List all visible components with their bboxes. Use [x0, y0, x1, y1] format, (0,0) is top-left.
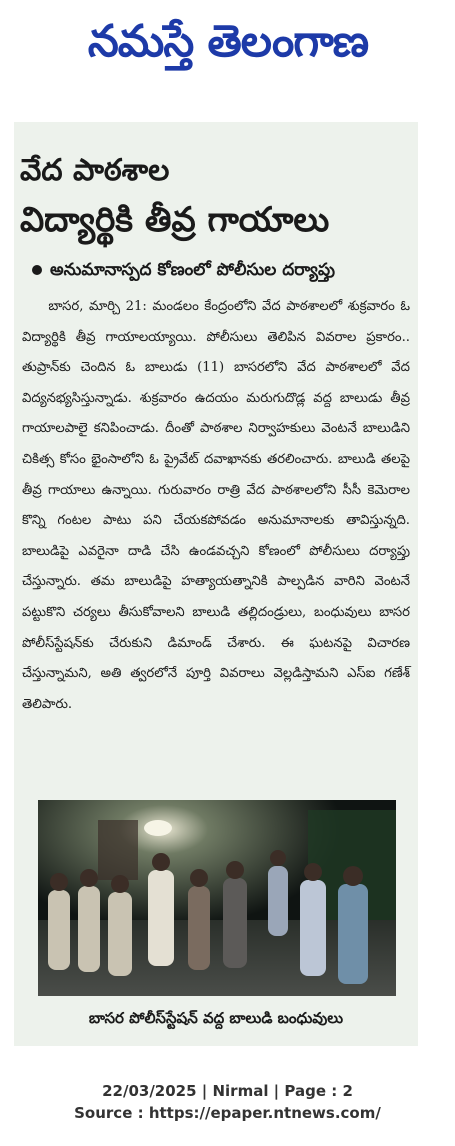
footer-source-url: Source : https://epaper.ntnews.com/ — [74, 1104, 381, 1122]
headline-line-2: విద్యార్థికి తీవ్ర గాయాలు — [20, 200, 330, 240]
article-subhead — [32, 256, 412, 284]
subhead-text: అనుమానాస్పద కోణంలో పోలీసుల దర్యాప్తు — [50, 260, 335, 280]
headline-line-1: వేద పాఠశాల — [20, 153, 170, 188]
masthead-title: నమస్తే తెలంగాణ — [87, 16, 369, 67]
newspaper-masthead — [18, 6, 438, 78]
article-body-paragraph: బాసర, మార్చి 21: మండలం కేంద్రంలోని వేద పాఠశాలలో శుక్రవారం ఓ విద్యార్థికి తీవ్ర గాయాలయ్యాయి. పోలీసులు తెలిపిన వివరాల ప్రకారం.. తుప్రాన్‌కు చెందిన ఓ బాలుడు (11) బాసరలోని వేద పాఠశాలలో వేద విద్యనభ్యసిస్తున్నాడు. శుక్రవారం ఉదయం మరుగుదొడ్ల వద్ద బాలుడు తీవ్ర గాయాలపాలై కనిపించాడు. దీంతో పాఠశాల నిర్వాహకులు వెంటనే బాలుడిని చికిత్స కోసం భైంసాలోని ఓ ప్రైవేట్ దవాఖానకు తరలించారు. బాలుడి తలపై తీవ్ర గాయాలు ఉన్నాయి. గురువారం రాత్రి వేద పాఠశాలలోని సీసీ కెమెరాల కొన్ని గంటల పాటు పని చేయకపోవడం అనుమానాలకు తావిస్తున్నది. బాలుడిపై ఎవరైనా దాడి చేసి ఉండవచ్చని కోణంలో పోలీసులు దర్యాప్తు చేస్తున్నారు. తమ బాలుడిపై హత్యాయత్నానికి పాల్పడిన వారిని వెంటనే పట్టుకొని చర్యలు తీసుకోవాలని బాలుడి తల్లిదండ్రులు, బంధువులు బాసర పోలీస్‌స్టేషన్‌కు చేరుకుని డిమాండ్ చేశారు. ఈ ఘటనపై విచారణ చేస్తున్నామని, అతి త్వరలోనే పూర్తి వివరాలు వెల్లడిస్తామని ఎస్‌ఐ గణేశ్ తెలిపారు. — [22, 299, 410, 712]
article-headline — [20, 148, 410, 246]
article-body — [22, 292, 410, 720]
night-crowd-photo — [38, 800, 396, 996]
footer-date-edition-page: 22/03/2025 | Nirmal | Page : 2 — [102, 1082, 353, 1100]
photo-caption: బాసర పోలీస్‌స్టేషన్ వద్ద బాలుడి బంధువులు — [88, 1009, 344, 1027]
article-photo — [38, 800, 396, 996]
bullet-icon — [32, 265, 42, 275]
